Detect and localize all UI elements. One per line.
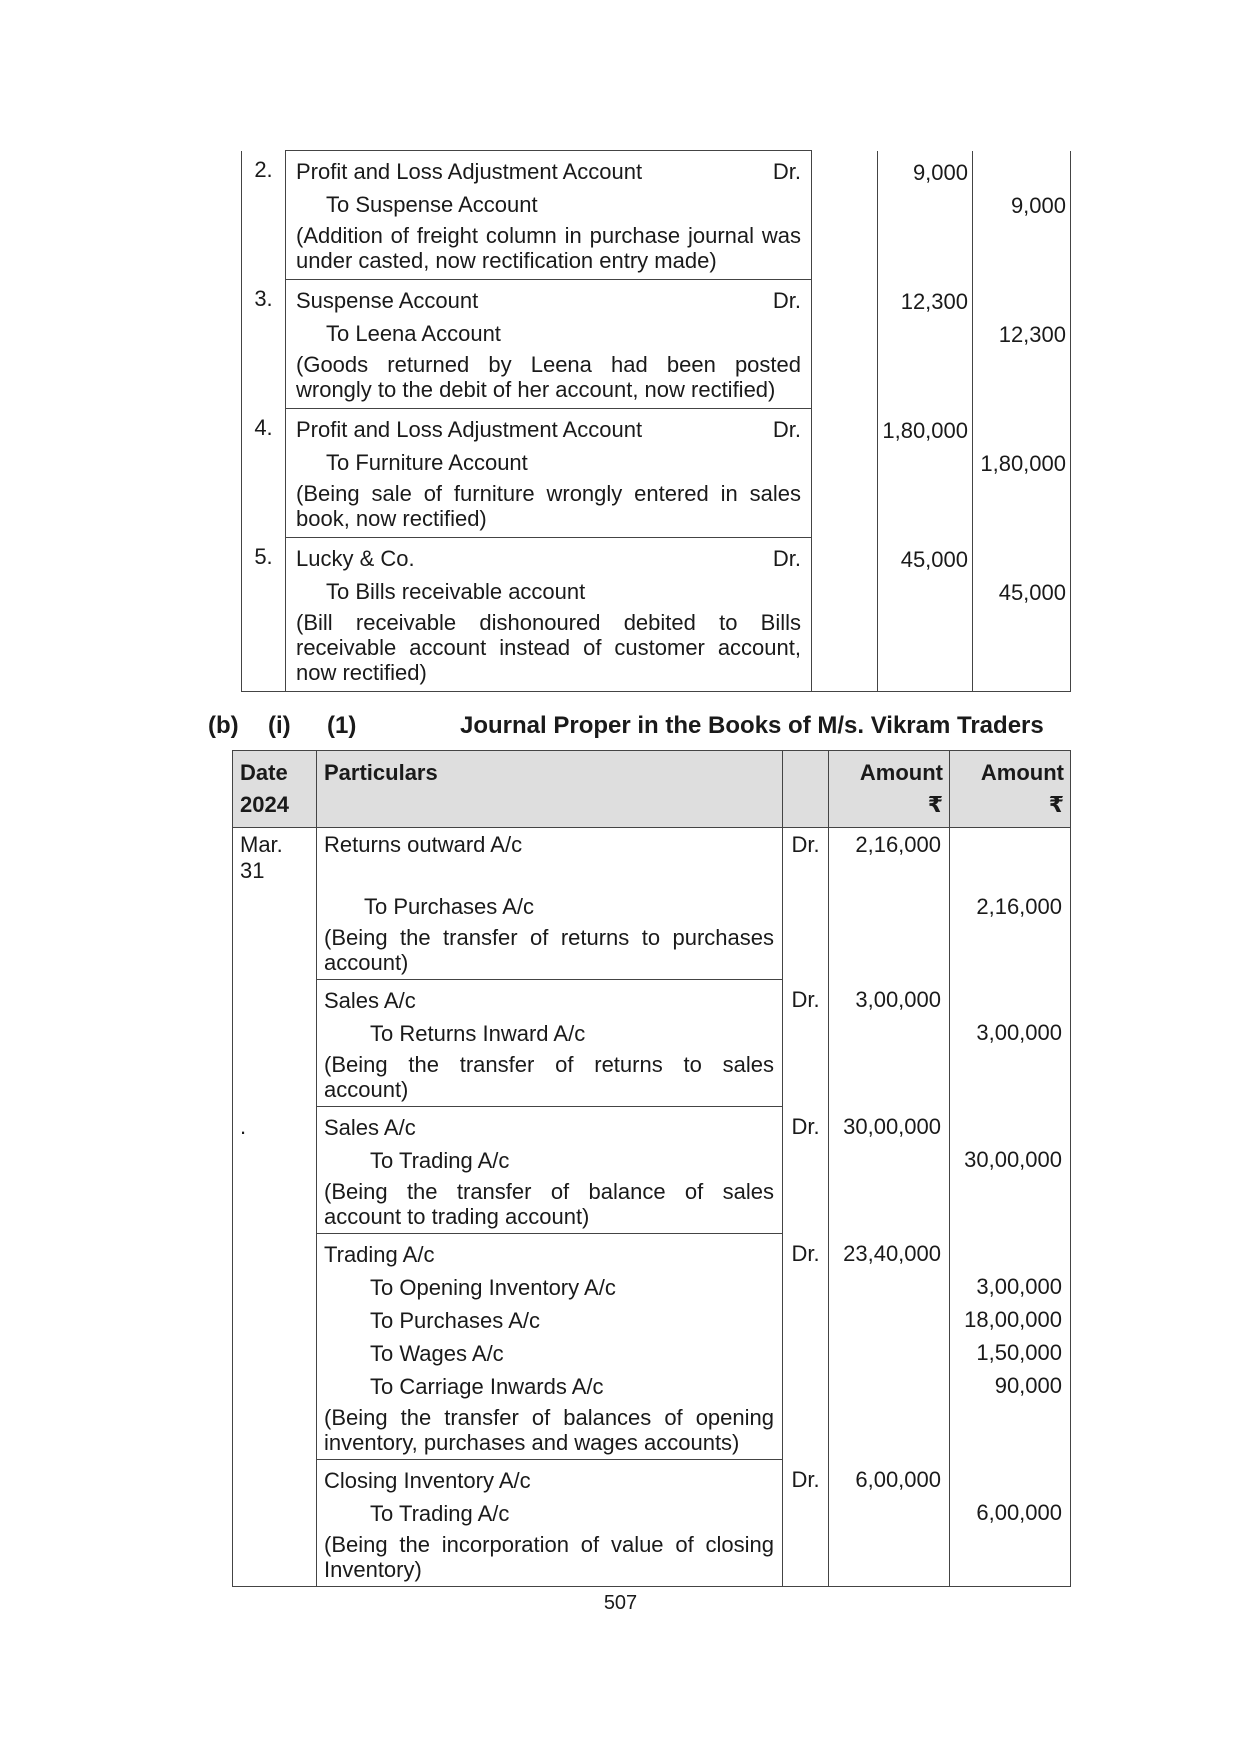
credit-amount: 3,00,000	[976, 1274, 1062, 1299]
credit-amount: 90,000	[994, 1373, 1062, 1398]
dr-label: Dr.	[772, 158, 801, 184]
narration: (Goods returned by Leena had been posted wrongly to the debit of her account, now rectified)	[296, 352, 801, 402]
credit-account: To Purchases A/c	[364, 893, 534, 919]
debit-account: Sales A/c	[324, 987, 416, 1013]
page-number: 507	[603, 1592, 638, 1614]
debit-amount: 6,00,000	[855, 1467, 941, 1492]
credit-account: To Trading A/c	[370, 1500, 510, 1526]
dr-label: Dr.	[791, 1114, 820, 1139]
credit-account: To Carriage Inwards A/c	[370, 1373, 604, 1399]
entry-number: 3.	[242, 280, 286, 409]
entry-number: 5.	[242, 538, 286, 692]
table-row	[242, 538, 1071, 692]
dr-label: Dr.	[772, 545, 801, 571]
debit-amount: 45,000	[900, 547, 968, 572]
debit-amount: 30,00,000	[843, 1114, 941, 1139]
credit-amount: 18,00,000	[964, 1307, 1062, 1332]
credit-account: To Wages A/c	[370, 1340, 504, 1366]
credit-account: To Opening Inventory A/c	[370, 1274, 616, 1300]
debit-account: Profit and Loss Adjustment Account	[296, 416, 643, 442]
credit-account: To Furniture Account	[326, 449, 528, 475]
debit-amount: 1,80,000	[882, 418, 968, 443]
entry-number: 2.	[242, 151, 286, 280]
debit-account: Trading A/c	[324, 1241, 435, 1267]
entry-number: 4.	[242, 409, 286, 538]
dr-label: Dr.	[772, 287, 801, 313]
credit-account: To Returns Inward A/c	[370, 1020, 586, 1046]
credit-account: To Bills receivable account	[326, 578, 586, 604]
narration: (Being the incorporation of value of closing Inventory)	[324, 1532, 774, 1582]
date-header: Date	[240, 760, 288, 785]
narration: (Being the transfer of returns to sales account)	[324, 1052, 774, 1102]
dr-label: Dr.	[791, 1241, 820, 1266]
debit-amount: 3,00,000	[855, 987, 941, 1012]
credit-amount: 1,80,000	[980, 451, 1066, 476]
dr-label: Dr.	[772, 416, 801, 442]
heading-b: (b)	[208, 712, 239, 739]
table-row	[242, 280, 1071, 409]
credit-account: To Leena Account	[326, 320, 501, 346]
narration: (Being the transfer of balance of sales account to trading account)	[324, 1179, 774, 1229]
credit-amount: 1,50,000	[976, 1340, 1062, 1365]
narration: (Addition of freight column in purchase journal was under casted, now rectification entry made)	[296, 223, 801, 273]
narration: (Being the transfer of balances of opening inventory, purchases and wages accounts)	[324, 1405, 774, 1455]
rectification-table	[241, 150, 1071, 692]
debit-account: Sales A/c	[324, 1114, 416, 1140]
narration: (Being the transfer of returns to purchases account)	[324, 925, 774, 975]
credit-amount: 6,00,000	[976, 1500, 1062, 1525]
debit-account: Returns outward A/c	[324, 832, 523, 857]
debit-amount: 9,000	[912, 160, 968, 185]
credit-amount: 45,000	[998, 580, 1066, 605]
journal-table	[232, 750, 1071, 1587]
credit-amount: 9,000	[1010, 193, 1066, 218]
table-row	[242, 409, 1071, 538]
credit-amount: 3,00,000	[976, 1020, 1062, 1045]
dr-label: Dr.	[791, 1467, 820, 1492]
table-row	[233, 1460, 1071, 1587]
debit-amount-header: Amount	[859, 760, 943, 785]
credit-amount: 30,00,000	[964, 1147, 1062, 1172]
debit-account: Lucky & Co.	[296, 545, 415, 571]
dr-label: Dr.	[783, 828, 829, 980]
table-row	[233, 1234, 1071, 1460]
currency-symbol: ₹	[1048, 792, 1064, 817]
credit-amount: 2,16,000	[976, 893, 1062, 919]
year-header: 2024	[240, 792, 289, 817]
dot-mark: .	[240, 1114, 247, 1139]
table-header	[233, 751, 1071, 828]
narration: (Being sale of furniture wrongly entered in sales book, now rectified)	[296, 481, 801, 531]
particulars-header: Particulars	[324, 760, 438, 785]
debit-account: Profit and Loss Adjustment Account	[296, 158, 643, 184]
dr-label: Dr.	[791, 987, 820, 1012]
heading-title: Journal Proper in the Books of M/s. Vikram Traders	[460, 712, 1044, 739]
debit-account: Closing Inventory A/c	[324, 1467, 531, 1493]
debit-account: Suspense Account	[296, 287, 479, 313]
debit-amount: 2,16,000	[855, 832, 941, 857]
currency-symbol: ₹	[927, 792, 943, 817]
heading-1: (1)	[327, 712, 357, 739]
section-heading	[208, 708, 1088, 744]
table-row	[233, 980, 1071, 1107]
heading-i: (i)	[268, 712, 291, 739]
debit-amount: 23,40,000	[843, 1241, 941, 1266]
credit-account: To Trading A/c	[370, 1147, 510, 1173]
table-row	[242, 151, 1071, 280]
credit-account: To Purchases A/c	[370, 1307, 540, 1333]
credit-amount: 12,300	[998, 322, 1066, 347]
table-row	[233, 1107, 1071, 1234]
narration: (Bill receivable dishonoured debited to Bills receivable account instead of customer account, now rectified)	[296, 610, 801, 685]
credit-account: To Suspense Account	[326, 191, 538, 217]
credit-amount-header: Amount	[980, 760, 1064, 785]
entry-month: Mar.	[240, 832, 283, 857]
debit-amount: 12,300	[900, 289, 968, 314]
entry-day: 31	[240, 858, 265, 883]
table-row	[233, 828, 1071, 980]
